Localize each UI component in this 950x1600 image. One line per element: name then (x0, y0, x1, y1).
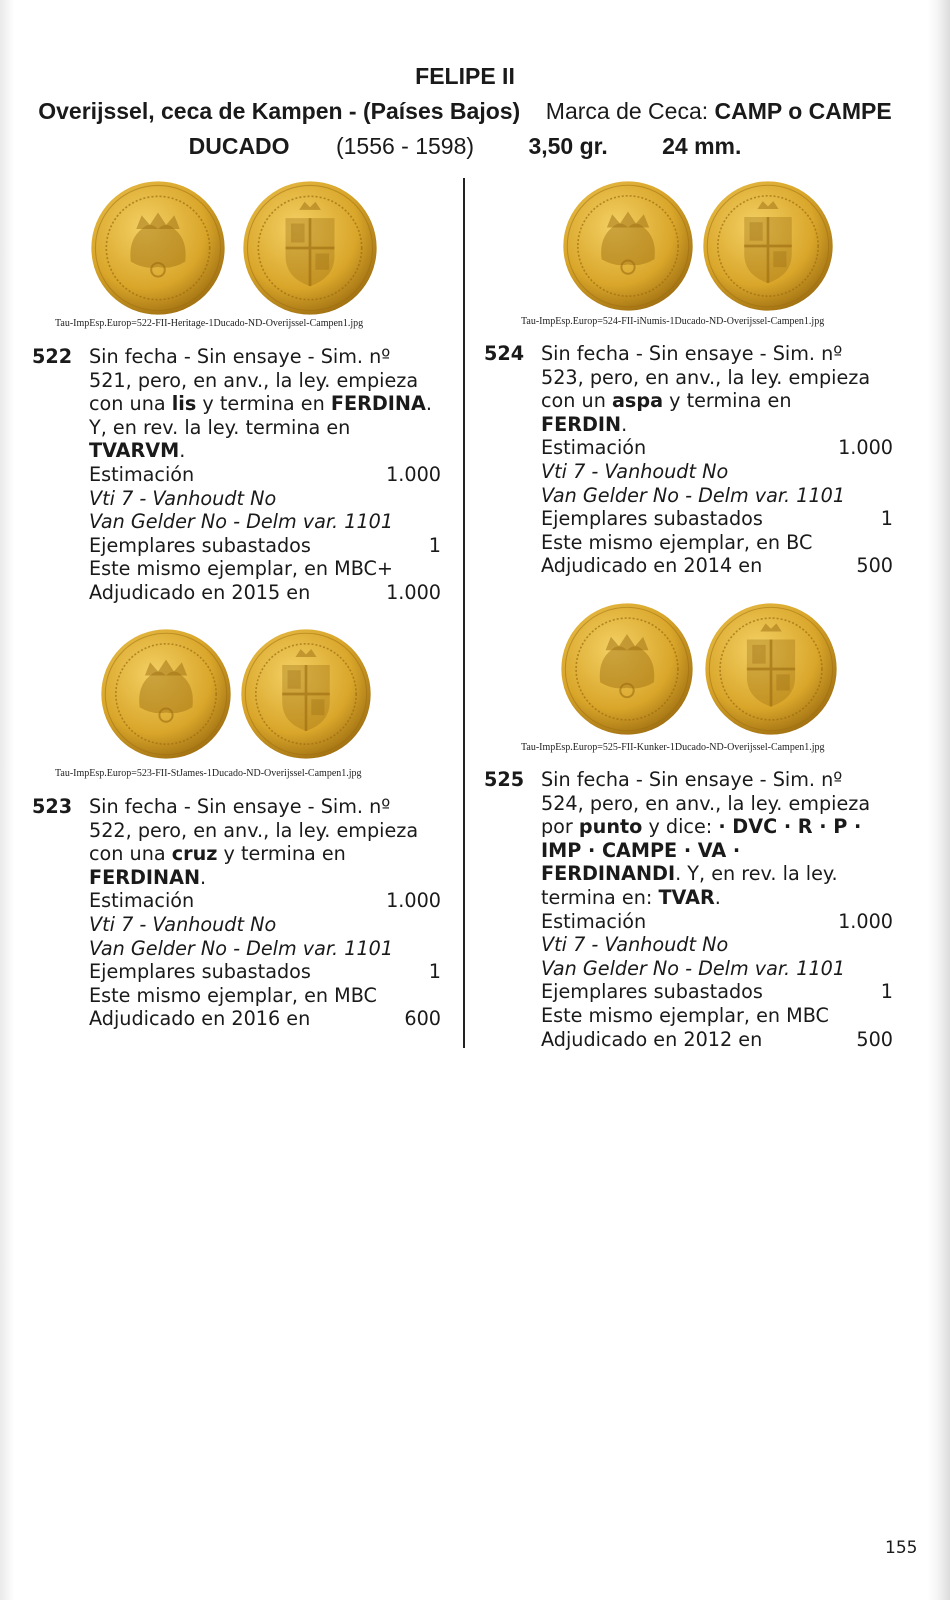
coin-reverse-522 (242, 180, 378, 316)
specimens-value: 1 (428, 960, 441, 984)
reference-vanhoudt: Vti 7 - Vanhoudt No (541, 459, 729, 483)
mint-mark-value: CAMP o CAMPE (714, 98, 892, 124)
coin-image-523 (100, 628, 375, 763)
estimate-row: Estimación 1.000 (541, 909, 893, 933)
awarded-value: 1.000 (386, 580, 441, 604)
coin-image-524 (562, 180, 832, 315)
description-line: 521, pero, en anv., la ley. empieza (89, 368, 419, 392)
same-specimen: Este mismo ejemplar, en MBC (89, 983, 377, 1007)
mint-line (0, 97, 930, 125)
image-caption-523: Tau-ImpEsp.Europ=523-FII-StJames-1Ducado-ND-Overijssel-Campen1.jpg (55, 768, 362, 779)
reference-van-gelder: Van Gelder No - Delm var. 1101 (541, 956, 846, 980)
description-line: TVARVM. (89, 439, 186, 463)
weight: 3,50 gr. (528, 133, 608, 159)
coin-obverse-523 (100, 628, 232, 760)
specimens-row: Ejemplares subastados 1 (541, 980, 893, 1004)
description-line: 523, pero, en anv., la ley. empieza (541, 365, 871, 389)
page-edge-shadow-right (928, 0, 950, 1600)
entry-number: 522 (32, 345, 73, 368)
description-line: por punto y dice: · DVC · R · P · (541, 815, 862, 839)
reference-van-gelder: Van Gelder No - Delm var. 1101 (89, 936, 394, 960)
coin-image-525 (560, 602, 840, 737)
description-line: FERDINAN. (89, 865, 207, 889)
diameter: 24 mm. (662, 133, 742, 159)
specimens-row: Ejemplares subastados 1 (89, 533, 441, 557)
estimate-value: 1.000 (386, 889, 441, 913)
coin-image-522 (90, 180, 380, 315)
description-line: Y, en rev. la ley. termina en (89, 415, 351, 439)
description-line: Sin fecha - Sin ensaye - Sim. nº (89, 345, 391, 368)
description-line: Sin fecha - Sin ensaye - Sim. nº (541, 342, 843, 365)
reference-vanhoudt: Vti 7 - Vanhoudt No (89, 912, 277, 936)
reference-vanhoudt: Vti 7 - Vanhoudt No (89, 486, 277, 510)
entry-number: 524 (484, 342, 525, 365)
description-line: FERDINANDI. Y, en rev. la ley. (541, 862, 838, 886)
estimate-value: 1.000 (838, 909, 893, 933)
specimens-value: 1 (428, 533, 441, 557)
reference-van-gelder: Van Gelder No - Delm var. 1101 (89, 510, 394, 534)
awarded-row: Adjudicado en 2016 en 600 (89, 1007, 441, 1031)
image-caption-524: Tau-ImpEsp.Europ=524-FII-iNumis-1Ducado-ND-Overijssel-Campen1.jpg (521, 316, 825, 327)
awarded-value: 500 (856, 554, 893, 578)
page-edge-shadow-left (0, 0, 14, 1600)
description-line: con una cruz y termina en (89, 842, 346, 866)
coin-reverse-524 (702, 180, 834, 312)
awarded-row: Adjudicado en 2015 en 1.000 (89, 580, 441, 604)
coin-specs-line (0, 132, 930, 160)
reference-van-gelder: Van Gelder No - Delm var. 1101 (541, 483, 846, 507)
awarded-row: Adjudicado en 2014 en 500 (541, 554, 893, 578)
specimens-value: 1 (880, 507, 893, 531)
mint-mark-label: Marca de Ceca: (545, 98, 709, 124)
entry-number: 525 (484, 768, 525, 791)
coin-obverse-522 (90, 180, 226, 316)
estimate-row: Estimación 1.000 (89, 889, 441, 913)
description-line: Sin fecha - Sin ensaye - Sim. nº (89, 795, 391, 818)
description-line: con un aspa y termina en (541, 389, 792, 413)
specimens-value: 1 (880, 980, 893, 1004)
coin-reverse-525 (704, 602, 838, 736)
specimens-row: Ejemplares subastados 1 (541, 507, 893, 531)
image-caption-525: Tau-ImpEsp.Europ=525-FII-Kunker-1Ducado-ND-Overijssel-Campen1.jpg (521, 742, 825, 753)
estimate-row: Estimación 1.000 (89, 462, 441, 486)
column-divider (463, 178, 465, 1048)
coin-reverse-523 (240, 628, 372, 760)
description-line: con una lis y termina en FERDINA. (89, 392, 432, 416)
specimens-row: Ejemplares subastados 1 (89, 960, 441, 984)
estimate-value: 1.000 (838, 436, 893, 460)
description-line: termina en: TVAR. (541, 885, 721, 909)
image-caption-522: Tau-ImpEsp.Europ=522-FII-Heritage-1Ducado-ND-Overijssel-Campen1.jpg (55, 318, 364, 329)
same-specimen: Este mismo ejemplar, en MBC (541, 1003, 829, 1027)
mint-place: Overijssel, ceca de Kampen - (Países Bajos) (38, 98, 521, 124)
awarded-value: 600 (404, 1007, 441, 1031)
reference-vanhoudt: Vti 7 - Vanhoudt No (541, 933, 729, 957)
coin-obverse-524 (562, 180, 694, 312)
same-specimen: Este mismo ejemplar, en BC (541, 530, 813, 554)
awarded-value: 500 (856, 1027, 893, 1051)
denomination: DUCADO (188, 133, 290, 159)
entry-number: 523 (32, 795, 73, 818)
description-line: IMP · CAMPE · VA · (541, 838, 741, 862)
same-specimen: Este mismo ejemplar, en MBC+ (89, 557, 394, 581)
description-line: FERDIN. (541, 412, 628, 436)
description-line: 522, pero, en anv., la ley. empieza (89, 818, 419, 842)
estimate-value: 1.000 (386, 462, 441, 486)
awarded-row: Adjudicado en 2012 en 500 (541, 1027, 893, 1051)
description-line: 524, pero, en anv., la ley. empieza (541, 791, 871, 815)
coin-obverse-525 (560, 602, 694, 736)
description-line: Sin fecha - Sin ensaye - Sim. nº (541, 768, 843, 791)
years: (1556 - 1598) (335, 133, 475, 159)
ruler-title: FELIPE II (415, 63, 515, 89)
page-number: 155 (885, 1538, 918, 1558)
estimate-row: Estimación 1.000 (541, 436, 893, 460)
